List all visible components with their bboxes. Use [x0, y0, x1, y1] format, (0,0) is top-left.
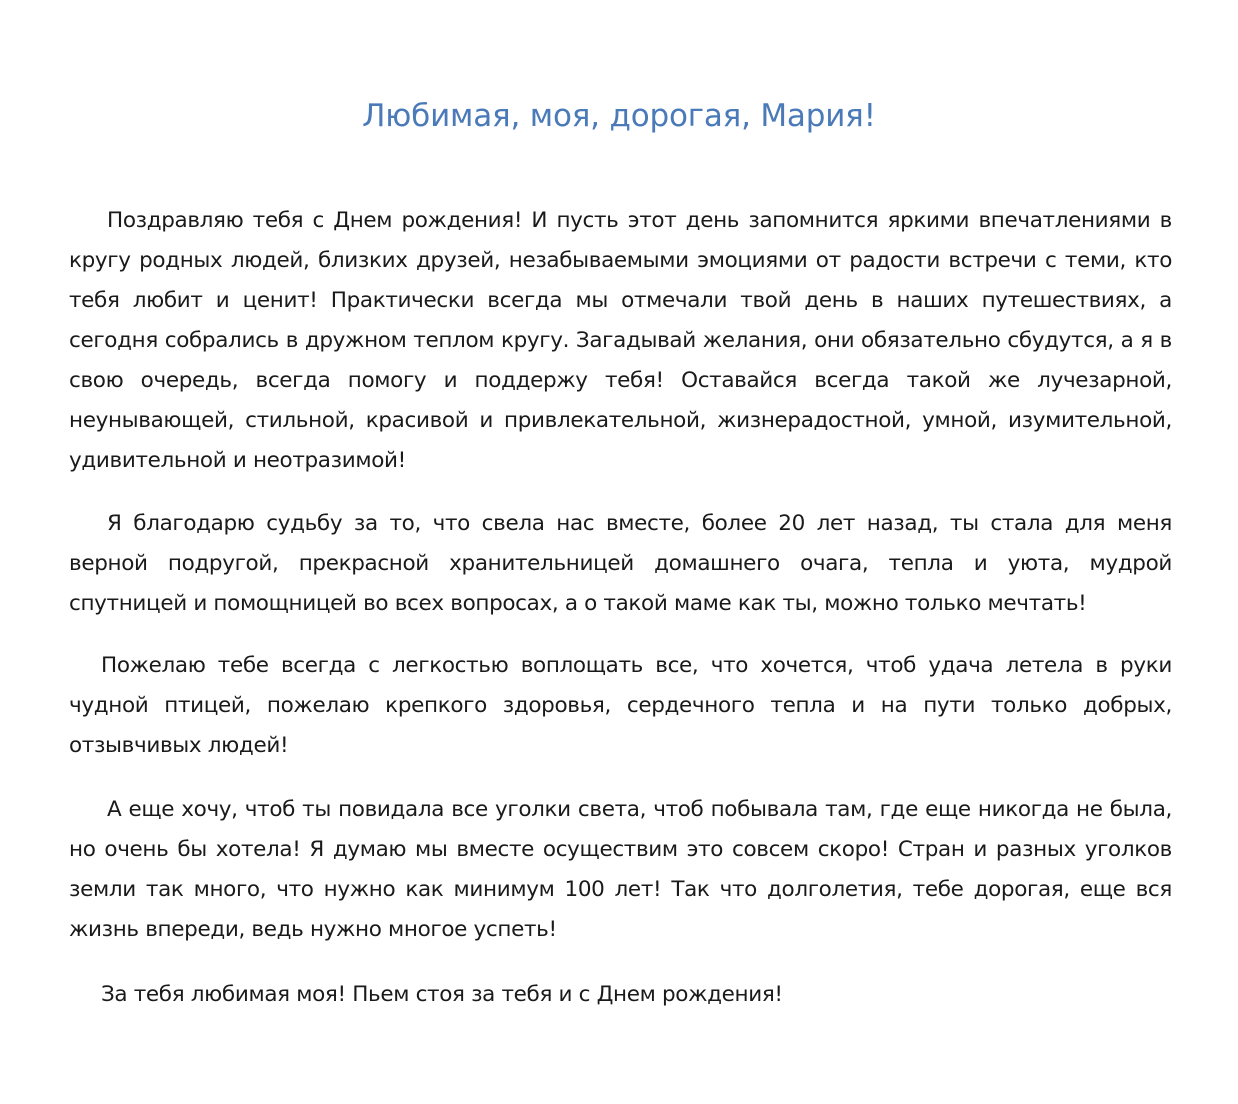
paragraph-toast: За тебя любимая моя! Пьем стоя за тебя и с Днем рождения!: [101, 982, 783, 1007]
paragraph-travel: А еще хочу, чтоб ты повидала все уголки света, чтоб побывала там, где еще никогда не была, но очень бы хотела! Я думаю мы вместе осуществим это совсем скоро! Стран и разных уголков земли так много, что нужно как минимум 100 лет! Так что долголетия, тебе дорогая, еще вся жизнь впереди, ведь нужно многое успеть!: [69, 797, 1172, 942]
paragraph-gratitude: Я благодарю судьбу за то, что свела нас вместе, более 20 лет назад, ты стала для меня верной подругой, прекрасной хранительницей домашнего очага, тепла и уюта, мудрой спутницей и помощницей во всех вопросах, а о такой маме как ты, можно только мечтать!: [69, 511, 1172, 616]
paragraph-wishes: Пожелаю тебе всегда с легкостью воплощать все, что хочется, чтоб удача летела в руки чудной птицей, пожелаю крепкого здоровья, сердечного тепла и на пути только добрых, отзывчивых людей!: [69, 653, 1172, 758]
paragraph-congratulation: Поздравляю тебя с Днем рождения! И пусть этот день запомнится яркими впечатлениями в кругу родных людей, близких друзей, незабываемыми эмоциями от радости встречи с теми, кто тебя любит и ценит! Практически всегда мы отмечали твой день в наших путешествиях, а сегодня собрались в дружном теплом кругу. Загадывай желания, они обязательно сбудутся, а я в свою очередь, всегда помогу и поддержу тебя! Оставайся всегда такой же лучезарной, неунывающей, стильной, красивой и привлекательной, жизнерадостной, умной, изумительной, удивительной и неотразимой!: [69, 208, 1172, 473]
document-title: Любимая, моя, дорогая, Мария!: [362, 98, 876, 134]
